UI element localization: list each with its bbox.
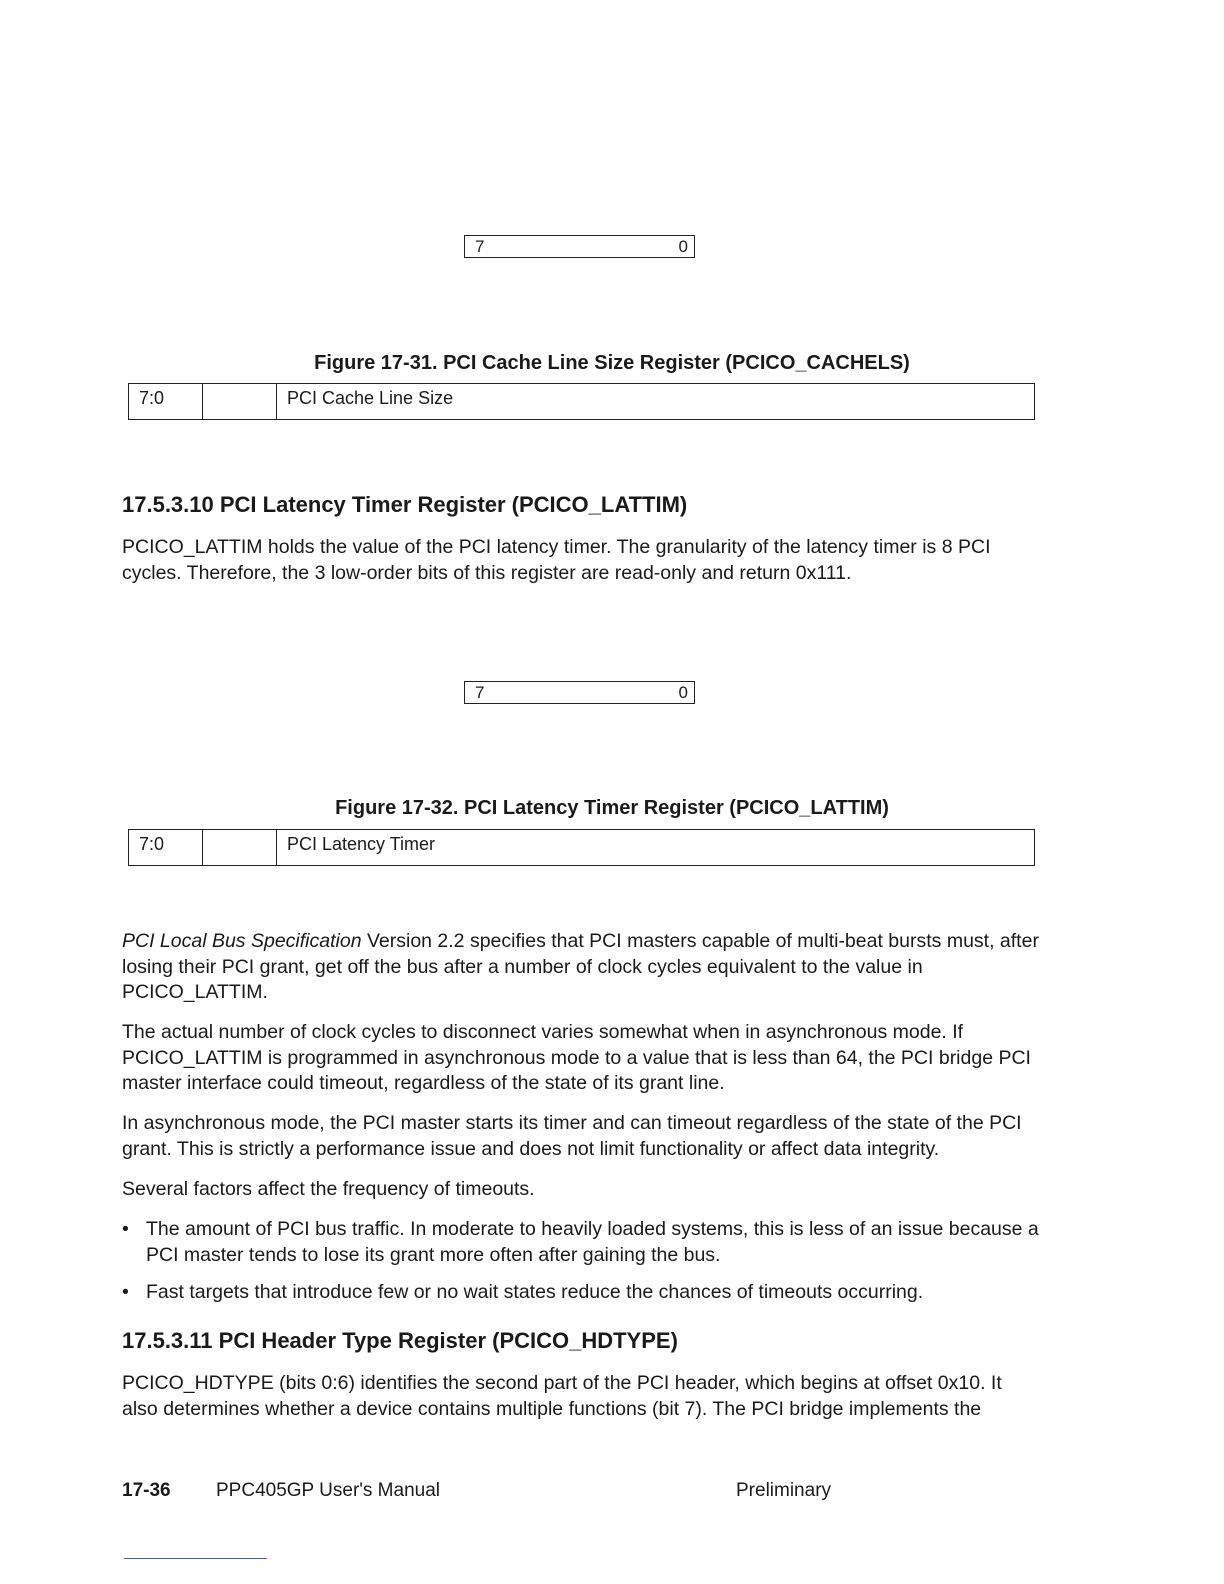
spec-text: Version 2.2 specifies that PCI masters capable of multi-beat bursts must, after losing their PCI grant, get off the bus after a number of clock cycles equivalent to the value in PCICO_LATTIM. [122,930,1039,1003]
footer-rule [124,1558,267,1559]
field-description: PCI Latency Timer [277,830,1035,866]
paragraph-spec [122,929,1042,1006]
bullet-icon: • [122,1281,129,1303]
list-item-text: Fast targets that introduce few or no wait states reduce the chances of timeouts occurring. [146,1281,924,1303]
list-item [122,1217,1042,1268]
table-row [129,384,1035,420]
figure-caption-31: Figure 17-31. PCI Cache Line Size Register (PCICO_CACHELS) [314,352,910,374]
register-diagram-lattim [464,681,695,704]
list-item [122,1280,1042,1306]
field-description: PCI Cache Line Size [277,384,1035,420]
field-name [203,830,277,866]
section-heading-hdtype: 17.5.3.11 PCI Header Type Register (PCICO_HDTYPE) [122,1328,678,1353]
field-bits: 7:0 [139,834,165,854]
list-item-text: The amount of PCI bus traffic. In moderate to heavily loaded systems, this is less of an issue because a PCI master tends to lose its grant more often after gaining the bus. [146,1218,1039,1266]
paragraph-lattim-intro: PCICO_LATTIM holds the value of the PCI latency timer. The granularity of the latency timer is 8 PCI cycles. Therefore, the 3 low-order bits of this register are read-only and return 0x111. [122,536,991,584]
paragraph-async-timer: In asynchronous mode, the PCI master starts its timer and can timeout regardless of the state of the PCI grant. This is strictly a performance issue and does not limit functionality or affect data integrity. [122,1112,1022,1160]
paragraph-async-disconnect: The actual number of clock cycles to disconnect varies somewhat when in asynchronous mode. If PCICO_LATTIM is programmed in asynchronous mode to a value that is less than 64, the PCI bridge PCI master interface could timeout, regardless of the state of its grant line. [122,1021,1031,1094]
register-diagram-cachels [464,235,695,258]
footer-manual-title: PPC405GP User's Manual [216,1480,440,1501]
register-high-bit: 7 [475,237,485,256]
register-low-bit: 0 [678,237,688,256]
field-table-cachels [128,383,1035,420]
footer-status: Preliminary [736,1480,832,1501]
register-low-bit: 0 [678,683,688,702]
field-name [203,384,277,420]
register-high-bit: 7 [475,683,485,702]
section-heading-lattim: 17.5.3.10 PCI Latency Timer Register (PCICO_LATTIM) [122,492,688,517]
paragraph-factors: Several factors affect the frequency of timeouts. [122,1178,535,1200]
spec-title: PCI Local Bus Specification [122,930,362,952]
table-row [129,830,1035,866]
field-table-lattim [128,829,1035,866]
footer-page-number: 17-36 [122,1480,171,1501]
field-bits: 7:0 [139,388,165,408]
bullet-icon: • [122,1218,129,1240]
paragraph-hdtype-intro: PCICO_HDTYPE (bits 0:6) identifies the second part of the PCI header, which begins at offset 0x10. It also determines whether a device contains multiple functions (bit 7). The PCI bridge implements the [122,1372,1002,1420]
figure-caption-32: Figure 17-32. PCI Latency Timer Register (PCICO_LATTIM) [335,797,889,819]
